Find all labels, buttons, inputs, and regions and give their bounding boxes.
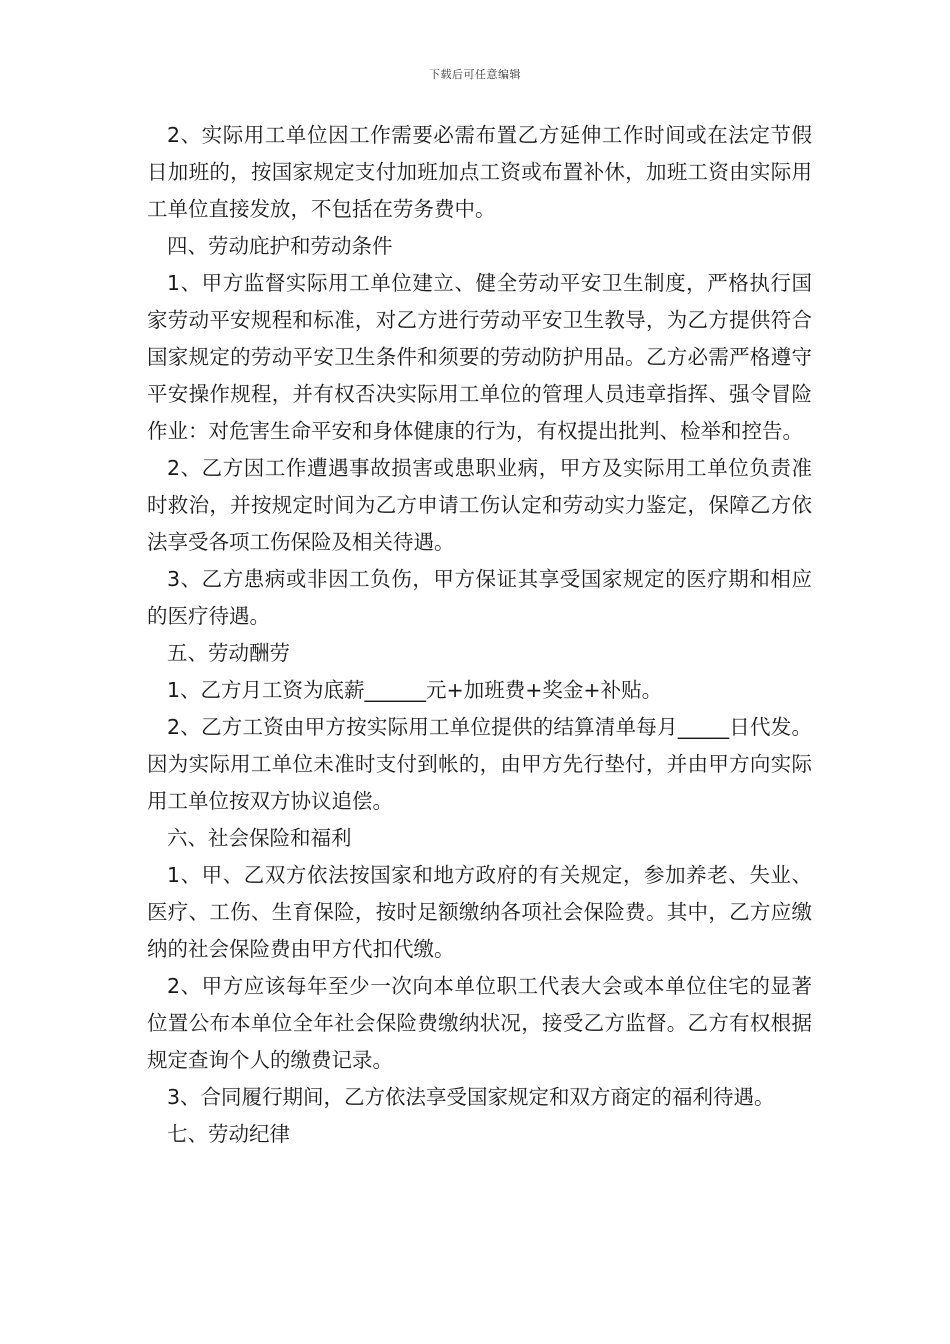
page-header-caption: 下载后可任意编辑 (429, 68, 521, 81)
clause-sick-leave: 3、乙方患病或非因工负伤，甲方保证其享受国家规定的医疗期和相应的医疗待遇。 (147, 567, 812, 628)
clause-insurance-disclosure: 2、甲方应该每年至少一次向本单位职工代表大会或本单位住宅的显著位置公布本单位全年社会保险费缴纳状况，接受乙方监督。乙方有权根据规定查询个人的缴费记录。 (147, 974, 812, 1072)
section-heading-labor-protection: 四、劳动庇护和劳动条件 (167, 234, 393, 258)
clause-monthly-wage: 1、乙方月工资为底薪______元+加班费+奖金+补贴。 (167, 678, 663, 702)
clause-welfare: 3、合同履行期间，乙方依法享受国家规定和双方商定的福利待遇。 (167, 1085, 775, 1109)
section-heading-labor-discipline: 七、劳动纪律 (167, 1122, 290, 1146)
document-body (147, 117, 812, 1153)
clause-work-injury: 2、乙方因工作遭遇事故损害或患职业病，甲方及实际用工单位负责准时救治，并按规定时间为乙方申请工伤认定和劳动实力鉴定，保障乙方依法享受各项工伤保险及相关待遇。 (147, 456, 812, 554)
clause-wage-payment: 2、乙方工资由甲方按实际用工单位提供的结算清单每月_____日代发。因为实际用工单位未准时支付到帐的，由甲方先行垫付，并由甲方向实际用工单位按双方协议追偿。 (147, 715, 812, 813)
clause-overtime-pay: 2、实际用工单位因工作需要必需布置乙方延伸工作时间或在法定节假日加班的，按国家规定支付加班加点工资或布置补休，加班工资由实际用工单位直接发放，不包括在劳务费中。 (147, 123, 812, 221)
section-heading-remuneration: 五、劳动酬劳 (167, 641, 290, 665)
clause-insurance-participation: 1、甲、乙双方依法按国家和地方政府的有关规定，参加养老、失业、医疗、工伤、生育保险，按时足额缴纳各项社会保险费。其中，乙方应缴纳的社会保险费由甲方代扣代缴。 (147, 863, 812, 961)
clause-safety-conditions: 1、甲方监督实际用工单位建立、健全劳动平安卫生制度，严格执行国家劳动平安规程和标准，对乙方进行劳动平安卫生教导，为乙方提供符合国家规定的劳动平安卫生条件和须要的劳动防护用品。乙方必需严格遵守平安操作规程，并有权否决实际用工单位的管理人员违章指挥、强令冒险作业：对危害生命平安和身体健康的行为，有权提出批判、检举和控告。 (147, 271, 812, 443)
section-heading-social-insurance: 六、社会保险和福利 (167, 826, 352, 850)
